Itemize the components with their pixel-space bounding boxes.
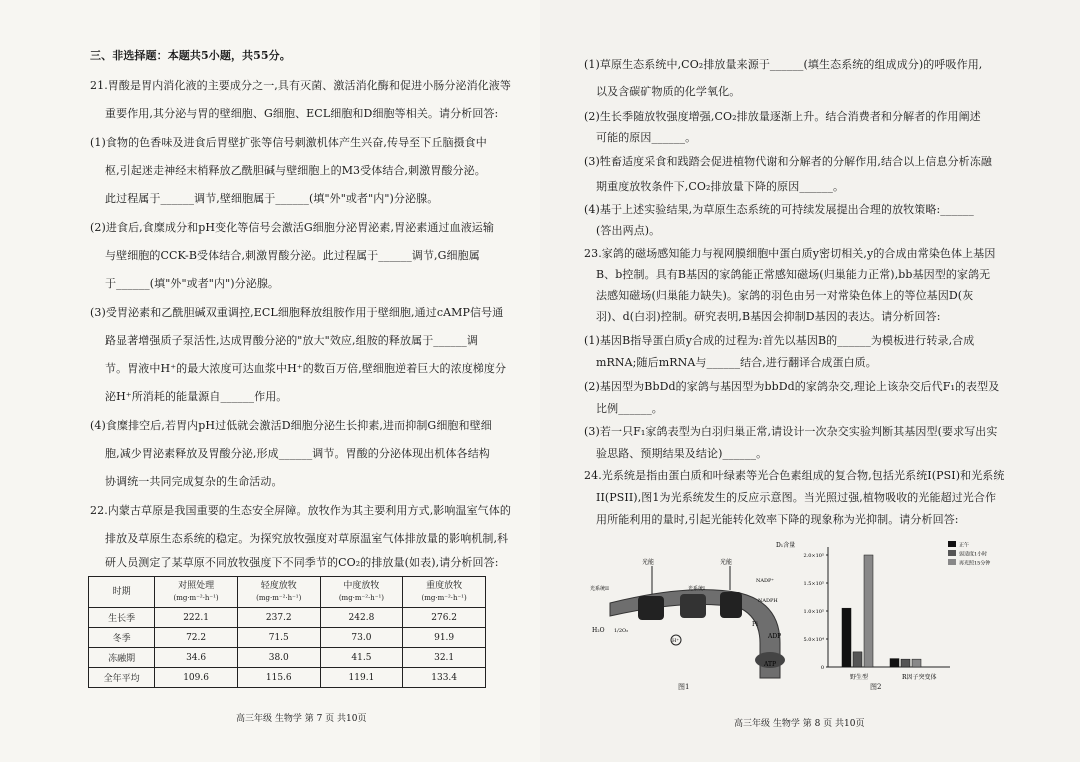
table-cell: 32.1 xyxy=(403,648,486,668)
q22-sub-line: (3)牲畜适度采食和践踏会促进植物代谢和分解者的分解作用,结合以上信息分析冻融 xyxy=(584,155,992,168)
q23-line: 验思路、预期结果及结论)______。 xyxy=(596,447,768,460)
legend-label: 再光照15分钟 xyxy=(959,560,991,567)
q22-sub-line: (1)草原生态系统中,CO₂排放量来源于______(填生态系统的组成成分)的呼吸作用, xyxy=(584,58,983,71)
fig1-label: 光系统I xyxy=(688,586,705,592)
bar xyxy=(842,608,851,667)
q21-line: (3)受胃泌素和乙酰胆碱双重调控,ECL细胞释放组胺作用于壁细胞,通过cAMP信号通 xyxy=(90,306,504,319)
q22-line: 排放及草原生态系统的稳定。为探究放牧强度对草原温室气体排放量的影响机制,科 xyxy=(105,532,509,545)
y-tick-label: 2.0×10⁵ xyxy=(803,553,824,559)
table-cell: 71.5 xyxy=(237,628,320,648)
table-cell: 全年平均 xyxy=(89,668,155,688)
legend-swatch xyxy=(948,550,956,556)
q24-line: 24.光系统是指由蛋白质和叶绿素等光合色素组成的复合物,包括光系统I(PSI)和光系统 xyxy=(584,469,1005,482)
q22-sub-line: 可能的原因______。 xyxy=(596,131,697,144)
fig1-caption: 图1 xyxy=(678,683,690,691)
q21-line: 于______(填"外"或者"内")分泌腺。 xyxy=(105,277,280,290)
bar xyxy=(864,555,873,667)
table-cell: 冬季 xyxy=(89,628,155,648)
bar xyxy=(901,659,910,667)
legend-label: 弱适度1小时 xyxy=(959,551,988,558)
fig1-label: ADP xyxy=(768,633,782,640)
y-tick-label: 5.0×10⁴ xyxy=(803,637,824,643)
bar xyxy=(853,652,862,667)
q22-sub-line: 以及含碳矿物质的化学氧化。 xyxy=(596,85,741,98)
q21-line: 节。胃液中H⁺的最大浓度可达血浆中H⁺的数百万倍,壁细胞逆着巨大的浓度梯度分 xyxy=(105,362,507,375)
table-header: 中度放牧 (mg·m⁻²·h⁻¹) xyxy=(320,577,403,608)
photosystem-diagram xyxy=(580,548,800,698)
table-cell: 生长季 xyxy=(89,608,155,628)
q24-line: 用所能利用的量时,引起光能转化效率下降的现象称为光抑制。请分析回答: xyxy=(596,513,959,526)
table-row xyxy=(89,608,486,628)
q23-line: mRNA;随后mRNA与______结合,进行翻译合成蛋白质。 xyxy=(596,356,877,369)
bar xyxy=(912,659,921,667)
fig1-label: H₂O xyxy=(592,627,605,634)
legend-label: 正午 xyxy=(959,542,970,549)
y-tick-label: 1.0×10⁵ xyxy=(803,609,824,615)
table-cell: 115.6 xyxy=(237,668,320,688)
q21-line: 协调统一共同完成复杂的生命活动。 xyxy=(105,475,283,488)
table-cell: 222.1 xyxy=(155,608,238,628)
q22-sub-line: 期重度放牧条件下,CO₂排放量下降的原因______。 xyxy=(596,180,845,193)
table-header: 对照处理 (mg·m⁻²·h⁻¹) xyxy=(155,577,238,608)
q21-line: 与壁细胞的CCK-B受体结合,刺激胃酸分泌。此过程属于______调节,G细胞属 xyxy=(105,249,480,262)
q23-line: B、b控制。具有B基因的家鸽能正常感知磁场(归巢能力正常),bb基因型的家鸽无 xyxy=(596,268,991,281)
table-cell: 276.2 xyxy=(403,608,486,628)
q21-line: 泌H⁺所消耗的能量源自______作用。 xyxy=(105,390,288,403)
table-header-row xyxy=(89,577,486,608)
fig1-label: NADPH xyxy=(758,598,778,604)
page-footer: 高三年级 生物学 第 7 页 共10页 xyxy=(236,714,367,724)
cytochrome-complex xyxy=(680,594,706,618)
q21-line: (4)食糜排空后,若胃内pH过低就会激活D细胞分泌生长抑素,进而抑制G细胞和壁细 xyxy=(90,419,492,432)
photosystem-ii-complex xyxy=(638,596,664,620)
q23-line: (3)若一只F₁家鸽表型为白羽归巢正常,请设计一次杂交实验判断其基因型(要求写出实 xyxy=(584,425,998,438)
q23-line: 23.家鸽的磁场感知能力与视网膜细胞中蛋白质y密切相关,y的合成由常染色体上基因 xyxy=(584,247,996,260)
y-tick-label: 1.5×10⁵ xyxy=(803,581,824,587)
table-header: 重度放牧 (mg·m⁻²·h⁻¹) xyxy=(403,577,486,608)
chart-category-label: R因子突变体 xyxy=(902,674,937,681)
table-cell: 41.5 xyxy=(320,648,403,668)
fig1-label: H⁺ xyxy=(672,638,679,644)
table-cell: 109.6 xyxy=(155,668,238,688)
q23-line: 法感知磁场(归巢能力缺失)。家鸽的羽色由另一对常染色体上的等位基因D(灰 xyxy=(596,289,974,302)
chart-category-label: 野生型 xyxy=(850,674,869,681)
q22-sub-line: (4)基于上述实验结果,为草原生态系统的可持续发展提出合理的放牧策略:______ xyxy=(584,203,974,216)
table-header: 时期 xyxy=(89,577,155,608)
q24-line: II(PSII),图1为光系统发生的反应示意图。当光照过强,植物吸收的光能超过光合作 xyxy=(596,491,997,504)
y-tick-label: 0 xyxy=(820,665,824,671)
q23-line: 比例______。 xyxy=(596,402,663,415)
q21-line: (1)食物的色香味及进食后胃壁扩张等信号刺激机体产生兴奋,传导至下丘脑摄食中 xyxy=(90,136,487,149)
right-page xyxy=(540,0,1080,762)
fig1-label: 光能 xyxy=(642,559,655,566)
table-header: 轻度放牧 (mg·m⁻²·h⁻¹) xyxy=(237,577,320,608)
table-cell: 34.6 xyxy=(155,648,238,668)
fig1-label: Pi xyxy=(752,621,758,628)
table-cell: 133.4 xyxy=(403,668,486,688)
legend-swatch xyxy=(948,541,956,547)
table-cell: 119.1 xyxy=(320,668,403,688)
q21-line: 胞,减少胃泌素释放及胃酸分泌,形成______调节。胃酸的分泌体现出机体各结构 xyxy=(105,447,490,460)
chart-ylabel: D₁含量 xyxy=(776,542,796,549)
q21-line: 此过程属于______调节,壁细胞属于______(填"外"或者"内")分泌腺。 xyxy=(105,192,439,205)
table-row xyxy=(89,668,486,688)
q22-line: 22.内蒙古草原是我国重要的生态安全屏障。放牧作为其主要利用方式,影响温室气体的 xyxy=(90,504,511,517)
bar xyxy=(890,659,899,667)
q21-line: 枢,引起迷走神经末梢释放乙酰胆碱与壁细胞上的M3受体结合,刺激胃酸分泌。 xyxy=(105,164,486,177)
q21-line: (2)进食后,食糜成分和pH变化等信号会激活G细胞分泌胃泌素,胃泌素通过血液运输 xyxy=(90,221,494,234)
q23-line: (1)基因B指导蛋白质y合成的过程为:首先以基因B的______为模板进行转录,合成 xyxy=(584,334,975,347)
q22-line: 研人员测定了某草原不同放牧强度下不同季节的CO₂的排放量(如表),请分析回答: xyxy=(105,556,499,569)
section-heading: 三、非选择题：本题共5小题，共55分。 xyxy=(90,49,291,62)
q21-line: 路显著增强质子泵活性,达成胃酸分泌的"放大"效应,组胺的释放属于______调 xyxy=(105,334,479,347)
table-cell: 73.0 xyxy=(320,628,403,648)
table-cell: 38.0 xyxy=(237,648,320,668)
fig1-label: ATP xyxy=(764,661,777,668)
legend-swatch xyxy=(948,559,956,565)
photosystem-i-complex xyxy=(720,592,742,618)
q22-sub-line: (答出两点)。 xyxy=(596,224,661,237)
q21-line: 重要作用,其分泌与胃的壁细胞、G细胞、ECL细胞和D细胞等相关。请分析回答: xyxy=(105,107,499,120)
q22-sub-line: (2)生长季随放牧强度增强,CO₂排放量逐渐上升。结合消费者和分解者的作用阐述 xyxy=(584,110,981,123)
q21-line: 21.胃酸是胃内消化液的主要成分之一,具有灭菌、激活消化酶和促进小肠分泌消化液等 xyxy=(90,79,511,92)
co2-emission-table xyxy=(88,576,486,688)
fig2-caption: 图2 xyxy=(870,683,882,691)
fig1-label: 1/2O₂ xyxy=(614,628,629,634)
q23-line: 羽)、d(白羽)控制。研究表明,B基因会抑制D基因的表达。请分析回答: xyxy=(596,310,941,323)
table-cell: 242.8 xyxy=(320,608,403,628)
table-cell: 91.9 xyxy=(403,628,486,648)
q23-line: (2)基因型为BbDd的家鸽与基因型为bbDd的家鸽杂交,理论上该杂交后代F₁的表型及 xyxy=(584,380,1000,393)
table-row xyxy=(89,648,486,668)
table-row xyxy=(89,628,486,648)
table-cell: 冻融期 xyxy=(89,648,155,668)
table-cell: 237.2 xyxy=(237,608,320,628)
fig1-label: 光能 xyxy=(720,559,733,566)
fig1-label: 光系统II xyxy=(590,586,609,592)
d1-content-chart xyxy=(770,535,1010,695)
page-footer: 高三年级 生物学 第 8 页 共10页 xyxy=(734,719,865,729)
fig1-label: NADP⁺ xyxy=(756,578,774,584)
table-cell: 72.2 xyxy=(155,628,238,648)
